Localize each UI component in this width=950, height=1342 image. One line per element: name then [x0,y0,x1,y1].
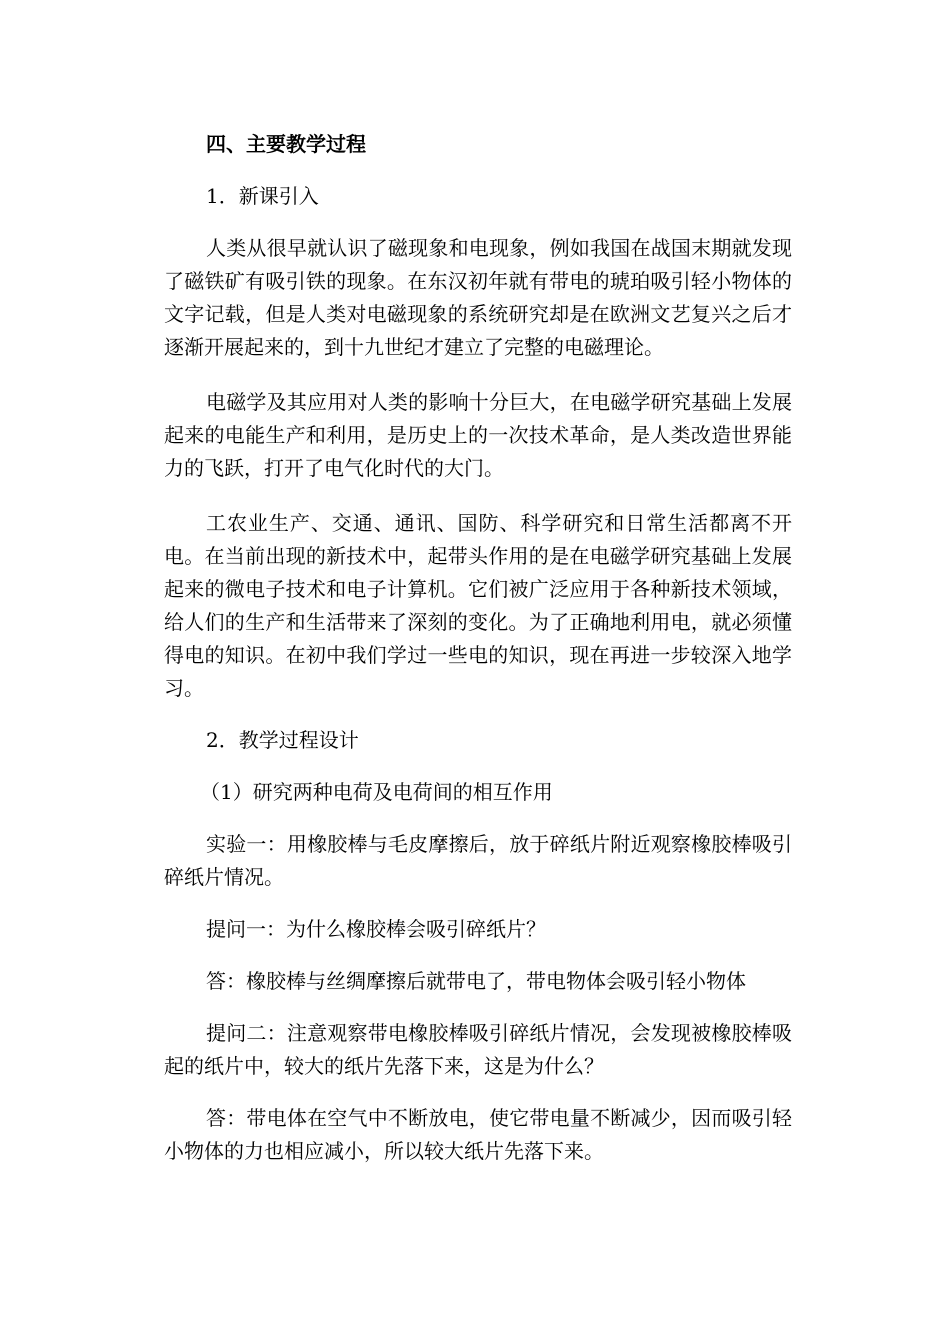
experiment-one: 实验一：用橡胶棒与毛皮摩擦后，放于碎纸片附近观察橡胶棒吸引碎纸片情况。 [164,832,792,889]
question-two: 提问二：注意观察带电橡胶棒吸引碎纸片情况，会发现被橡胶棒吸起的纸片中，较大的纸片先落下来，这是为什么？ [164,1021,792,1078]
document-page [164,128,792,1168]
answer-one: 答：橡胶棒与丝绸摩擦后就带电了，带电物体会吸引轻小物体 [206,969,746,993]
section1-title: 1．新课引入 [206,184,319,208]
section2-title: 2．教学过程设计 [206,728,359,752]
question-one: 提问一：为什么橡胶棒会吸引碎纸片？ [206,917,546,941]
answer-two: 答：带电体在空气中不断放电，使它带电量不断减少，因而吸引轻小物体的力也相应减小，所以较大纸片先落下来。 [164,1106,792,1163]
paragraph-intro-history: 人类从很早就认识了磁现象和电现象，例如我国在战国末期就发现了磁铁矿有吸引铁的现象。在东汉初年就有带电的琥珀吸引轻小物体的文字记载，但是人类对电磁现象的系统研究却是在欧洲文艺复兴之后才逐渐开展起来的，到十九世纪才建立了完整的电磁理论。 [164,236,792,359]
section-heading: 四、主要教学过程 [206,132,366,156]
paragraph-intro-applications: 工农业生产、交通、通讯、国防、科学研究和日常生活都离不开电。在当前出现的新技术中，起带头作用的是在电磁学研究基础上发展起来的微电子技术和电子计算机。它们被广泛应用于各种新技术领域，给人们的生产和生活带来了深刻的变化。为了正确地利用电，就必须懂得电的知识。在初中我们学过一些电的知识，现在再进一步较深入地学习。 [164,511,792,700]
paragraph-intro-impact: 电磁学及其应用对人类的影响十分巨大，在电磁学研究基础上发展起来的电能生产和利用，是历史上的一次技术革命，是人类改造世界能力的飞跃，打开了电气化时代的大门。 [164,390,792,480]
subsection1-title: （1）研究两种电荷及电荷间的相互作用 [200,780,553,804]
